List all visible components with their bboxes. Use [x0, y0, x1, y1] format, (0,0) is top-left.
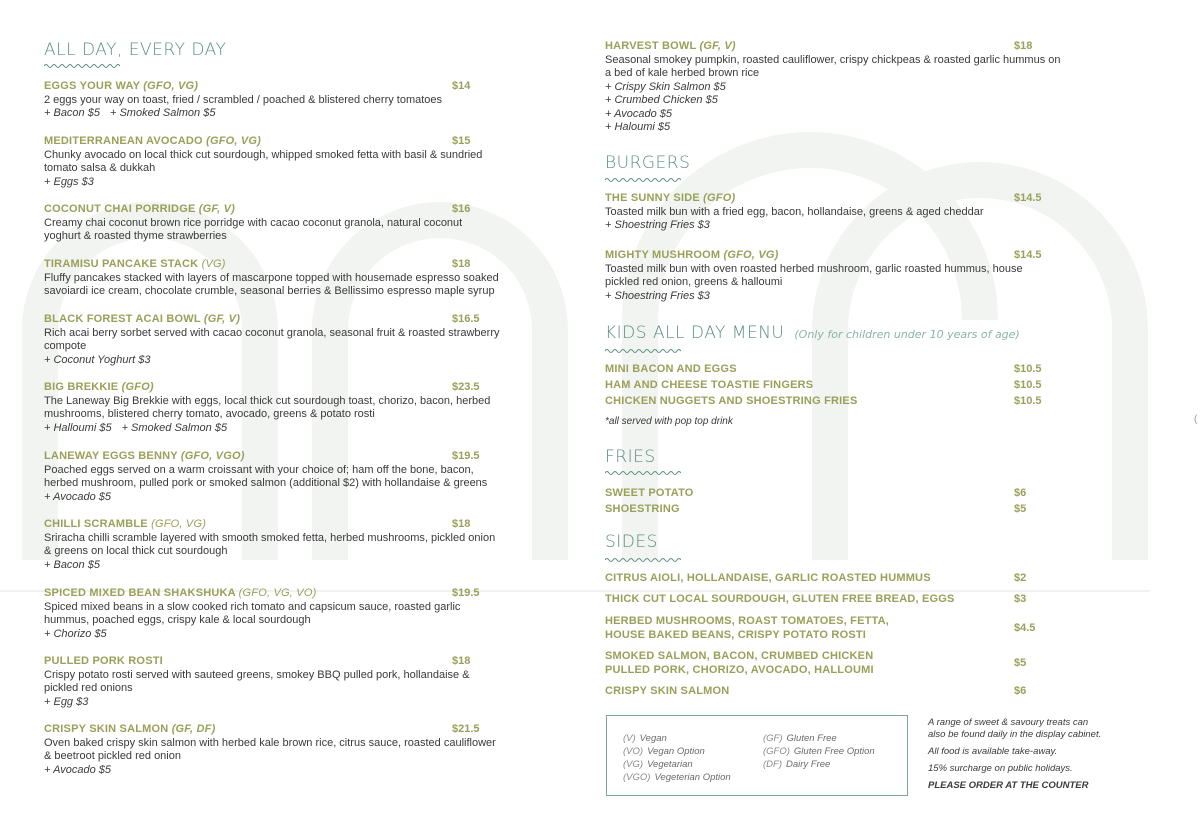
- item-price: $18: [452, 518, 471, 530]
- item-name: TIRAMISU PANCAKE STACK: [44, 258, 199, 270]
- item-description: Creamy chai coconut brown rice porridge with cacao coconut granola, natural coconut: [44, 216, 463, 229]
- item-dietary-tags: (VG): [201, 258, 226, 270]
- menu-item: [44, 723, 574, 777]
- legend-code: (DF): [763, 759, 782, 770]
- row-label: CITRUS AIOLI, HOLLANDAISE, GARLIC ROASTED HUMMUS: [605, 572, 931, 584]
- item-name: SPICED MIXED BEAN SHAKSHUKA: [44, 587, 236, 599]
- row-label: SWEET POTATO: [605, 487, 694, 499]
- row-label: SMOKED SALMON, BACON, CRUMBED CHICKEN: [605, 650, 874, 662]
- item-description: tomato salsa & dukkah: [44, 162, 156, 174]
- row-label: THICK CUT LOCAL SOURDOUGH, GLUTEN FREE BREAD, EGGS: [605, 593, 955, 605]
- menu-item: [44, 381, 574, 435]
- item-addons: [44, 559, 574, 573]
- addon: + Chorizo $5: [44, 627, 107, 640]
- legend-column-1: [623, 732, 731, 784]
- menu-row: [605, 487, 1145, 501]
- item-dietary-tags: (GFO): [121, 381, 154, 393]
- addon: + Egg $3: [44, 695, 89, 708]
- item-description: savoiardi ice cream, chocolate crumble, seasonal berries & Bellissimo espresso maple syrup: [44, 285, 495, 297]
- item-name: PULLED PORK ROSTI: [44, 655, 163, 667]
- legend-entry: [623, 745, 731, 758]
- item-price: $14.5: [1014, 192, 1042, 204]
- legend-label: Vegetarian: [647, 759, 693, 770]
- item-dietary-tags: (GFO, VG): [723, 249, 779, 261]
- item-description: Sriracha chilli scramble layered with smooth smoked fetta, herbed mushrooms, pickled onion: [44, 531, 496, 544]
- item-dietary-tags: (GF, DF): [171, 723, 216, 735]
- menu-item: [44, 518, 574, 572]
- legend-entry: [763, 745, 875, 758]
- item-description: herbed mushroom, pulled pork or smoked salmon (additional $2) with hollandaise & greens: [44, 477, 488, 489]
- item-description: Rich acai berry sorbet served with cacao coconut granola, seasonal fruit & roasted strawberry: [44, 326, 500, 339]
- legend-entry: [623, 758, 731, 771]
- item-dietary-tags: (GF, V): [198, 203, 235, 215]
- item-price: $21.5: [452, 723, 480, 735]
- item-title: [44, 258, 574, 272]
- item-name: HARVEST BOWL: [605, 40, 697, 52]
- item-addons: [44, 628, 574, 642]
- item-price: $18: [452, 258, 471, 270]
- item-title: [605, 192, 1145, 206]
- item-price: $16: [452, 203, 471, 215]
- item-price: $23.5: [452, 381, 480, 393]
- menu-item: [605, 192, 1145, 233]
- menu-row: [605, 503, 1145, 517]
- item-description: yoghurt & roasted thyme strawberries: [44, 230, 227, 242]
- section-divider: [605, 177, 681, 183]
- legend-code: (VO): [623, 746, 644, 757]
- item-title: [44, 518, 574, 532]
- item-description: mushrooms, blistered cherry tomato, avocado, greens & potato rosti: [44, 408, 375, 420]
- item-name: THE SUNNY SIDE: [605, 192, 700, 204]
- item-price: $18: [1014, 40, 1033, 52]
- order-note: PLEASE ORDER AT THE COUNTER: [928, 780, 1089, 791]
- item-description: Fluffy pancakes stacked with layers of mascarpone topped with housemade espresso soaked: [44, 271, 499, 284]
- dietary-legend: [606, 715, 908, 796]
- item-title: [44, 381, 574, 395]
- legend-code: (VGO): [623, 772, 651, 783]
- item-description: compote: [44, 340, 87, 352]
- item-description: a bed of kale herbed brown rice: [605, 67, 760, 79]
- menu-row: [605, 615, 1145, 642]
- item-description: pickled red onions: [44, 682, 133, 694]
- legend-label: Dairy Free: [786, 759, 831, 770]
- item-price: $16.5: [452, 313, 480, 325]
- section-title-all-day: ALL DAY, EVERY DAY: [44, 40, 227, 60]
- legend-entry: [623, 732, 731, 745]
- section-divider: [605, 470, 681, 476]
- item-price: $19.5: [452, 450, 480, 462]
- row-price: $3: [1014, 593, 1027, 605]
- surcharge-note: 15% surcharge on public holidays.: [928, 763, 1073, 774]
- item-description: Spiced mixed beans in a slow cooked rich tomato and capsicum sauce, roasted garlic: [44, 600, 461, 613]
- addon: + Bacon $5: [44, 558, 100, 571]
- legend-label: Gluten Free: [786, 733, 837, 744]
- menu-item: [44, 587, 574, 641]
- item-title: [44, 135, 574, 149]
- item-description: hummus, poached eggs, crispy kale & local sourdough: [44, 614, 311, 626]
- section-divider: [605, 557, 681, 563]
- addon: + Shoestring Fries $3: [605, 219, 710, 231]
- row-label: PULLED PORK, CHORIZO, AVOCADO, HALLOUMI: [605, 663, 874, 676]
- menu-row: [605, 395, 1145, 409]
- item-name: BLACK FOREST ACAI BOWL: [44, 313, 201, 325]
- item-description: pickled red onion, greens & halloumi: [605, 276, 783, 288]
- addon: + Avocado $5: [44, 763, 111, 776]
- takeaway-note: All food is available take-away.: [928, 746, 1058, 757]
- addon: + Bacon $5: [44, 107, 100, 119]
- row-price: $5: [1014, 503, 1027, 515]
- legend-entry: [623, 771, 731, 784]
- page-edge-mark: (: [1194, 414, 1198, 425]
- legend-code: (GF): [763, 733, 783, 744]
- section-divider: [44, 63, 120, 69]
- row-label: HOUSE BAKED BEANS, CRISPY POTATO ROSTI: [605, 628, 867, 641]
- item-title: [44, 313, 574, 327]
- item-name: BIG BREKKIE: [44, 381, 119, 393]
- section-title-fries: FRIES: [605, 447, 656, 467]
- menu-row: [605, 379, 1145, 393]
- addon: + Avocado $5: [44, 490, 111, 503]
- item-addons: [605, 290, 1145, 304]
- row-label: CRISPY SKIN SALMON: [605, 685, 730, 697]
- item-addons: [44, 491, 574, 505]
- row-label: HERBED MUSHROOMS, ROAST TOMATOES, FETTA,: [605, 615, 890, 627]
- menu-item: [44, 203, 574, 244]
- item-title: [44, 723, 574, 737]
- item-dietary-tags: (GF, V): [699, 40, 736, 52]
- item-title: [44, 655, 574, 669]
- item-description: Crispy potato rosti served with sauteed greens, smokey BBQ pulled pork, hollandaise &: [44, 668, 470, 681]
- item-name: EGGS YOUR WAY: [44, 80, 140, 92]
- legend-column-2: [763, 732, 875, 771]
- addon: + Eggs $3: [44, 175, 94, 188]
- section-title-burgers: BURGERS: [605, 153, 691, 173]
- item-title: [44, 203, 574, 217]
- menu-item: [44, 450, 574, 504]
- item-name: COCONUT CHAI PORRIDGE: [44, 203, 196, 215]
- addon: + Shoestring Fries $3: [605, 289, 710, 302]
- kids-footnote: *all served with pop top drink: [605, 416, 733, 427]
- row-label: MINI BACON AND EGGS: [605, 363, 737, 375]
- item-addons: [44, 764, 574, 778]
- info-notes: [928, 717, 1138, 797]
- item-description: Seasonal smokey pumpkin, roasted cauliflower, crispy chickpeas & roasted garlic hummus on: [605, 53, 1061, 66]
- addon: + Crumbed Chicken $5: [605, 94, 718, 106]
- menu-item: [605, 249, 1145, 303]
- legend-label: Vegan Option: [647, 746, 705, 757]
- item-dietary-tags: (GFO): [703, 192, 736, 204]
- item-title: [605, 40, 1145, 54]
- item-name: CRISPY SKIN SALMON: [44, 723, 169, 735]
- menu-row: [605, 363, 1145, 377]
- row-price: $6: [1014, 487, 1027, 499]
- menu-item: [605, 40, 1145, 135]
- menu-item: [44, 655, 574, 709]
- item-dietary-tags: (GFO, VG): [151, 518, 207, 530]
- legend-label: Vegeterian Option: [654, 772, 731, 783]
- item-dietary-tags: (GFO, VGO): [180, 450, 245, 462]
- addon: + Haloumi $5: [605, 121, 671, 133]
- item-description: Oven baked crispy skin salmon with herbed kale brown rice, citrus sauce, roasted cauliflower: [44, 736, 496, 749]
- menu-row: [605, 593, 1145, 607]
- item-description: The Laneway Big Brekkie with eggs, local thick cut sourdough toast, chorizo, bacon, herbed: [44, 394, 491, 407]
- item-description: Chunky avocado on local thick cut sourdough, whipped smoked fetta with basil & sundried: [44, 148, 483, 161]
- addon: + Coconut Yoghurt $3: [44, 353, 151, 366]
- menu-item: [44, 80, 574, 121]
- item-addons: [44, 107, 574, 121]
- addon: + Smoked Salmon $5: [109, 107, 216, 119]
- item-name: MEDITERRANEAN AVOCADO: [44, 135, 203, 147]
- item-description: Poached eggs served on a warm croissant with your choice of; ham off the bone, bacon,: [44, 463, 474, 476]
- menu-row: [605, 572, 1145, 586]
- menu-item: [44, 313, 574, 367]
- legend-code: (V): [623, 733, 636, 744]
- menu-item: [44, 258, 574, 299]
- item-addons: [605, 81, 1145, 135]
- legend-label: Gluten Free Option: [793, 746, 875, 757]
- item-price: $18: [452, 655, 471, 667]
- item-price: $15: [452, 135, 471, 147]
- legend-label: Vegan: [639, 733, 667, 744]
- menu-row: [605, 650, 1145, 677]
- addon: + Smoked Salmon $5: [121, 421, 228, 434]
- row-price: $5: [1014, 657, 1027, 669]
- item-addons: [44, 176, 574, 190]
- item-addons: [44, 422, 574, 436]
- item-name: LANEWAY EGGS BENNY: [44, 450, 178, 462]
- menu-row: [605, 685, 1145, 699]
- item-description: Toasted milk bun with a fried egg, bacon, hollandaise, greens & aged cheddar: [605, 205, 984, 218]
- item-dietary-tags: (GFO, VG, VO): [238, 587, 317, 599]
- kids-age-note: (Only for children under 10 years of age): [794, 328, 1020, 341]
- row-price: $6: [1014, 685, 1027, 697]
- row-label: SHOESTRING: [605, 503, 680, 515]
- row-price: $10.5: [1014, 363, 1042, 375]
- addon: + Avocado $5: [605, 107, 672, 120]
- legend-entry: [763, 758, 875, 771]
- section-title-sides: SIDES: [605, 532, 658, 552]
- item-title: [605, 249, 1145, 263]
- item-dietary-tags: (GFO, VG): [143, 80, 199, 92]
- item-title: [44, 450, 574, 464]
- item-name: CHILLI SCRAMBLE: [44, 518, 148, 530]
- row-price: $10.5: [1014, 379, 1042, 391]
- item-addons: [605, 219, 1145, 233]
- row-price: $4.5: [1014, 622, 1036, 634]
- item-description: 2 eggs your way on toast, fried / scrambled / poached & blistered cherry tomatoes: [44, 93, 443, 106]
- item-title: [44, 587, 574, 601]
- legend-code: (GFO): [763, 746, 790, 757]
- item-description: Toasted milk bun with oven roasted herbed mushroom, garlic roasted hummus, house: [605, 262, 1023, 275]
- item-dietary-tags: (GFO, VG): [206, 135, 262, 147]
- section-title-kids: [605, 323, 1020, 343]
- row-label: HAM AND CHEESE TOASTIE FINGERS: [605, 379, 814, 391]
- row-price: $2: [1014, 572, 1027, 584]
- item-price: $19.5: [452, 587, 480, 599]
- section-divider: [605, 348, 681, 354]
- addon: + Crispy Skin Salmon $5: [605, 80, 726, 93]
- row-label: CHICKEN NUGGETS AND SHOESTRING FRIES: [605, 395, 858, 407]
- addon: + Halloumi $5: [44, 421, 112, 434]
- item-price: $14.5: [1014, 249, 1042, 261]
- item-title: [44, 80, 574, 94]
- menu-item: [44, 135, 574, 189]
- legend-entry: [763, 732, 875, 745]
- row-price: $10.5: [1014, 395, 1042, 407]
- item-addons: [44, 354, 574, 368]
- kids-title-text: KIDS ALL DAY MENU: [605, 323, 785, 343]
- item-description: & greens on local thick cut sourdough: [44, 545, 228, 557]
- legend-code: (VG): [623, 759, 644, 770]
- item-name: MIGHTY MUSHROOM: [605, 249, 721, 261]
- item-description: & beetroot pickled red onion: [44, 750, 181, 762]
- item-addons: [44, 696, 574, 710]
- item-price: $14: [452, 80, 471, 92]
- treats-note: A range of sweet & savoury treats can also be found daily in the display cabinet.: [928, 717, 1102, 740]
- item-dietary-tags: (GF, V): [203, 313, 241, 325]
